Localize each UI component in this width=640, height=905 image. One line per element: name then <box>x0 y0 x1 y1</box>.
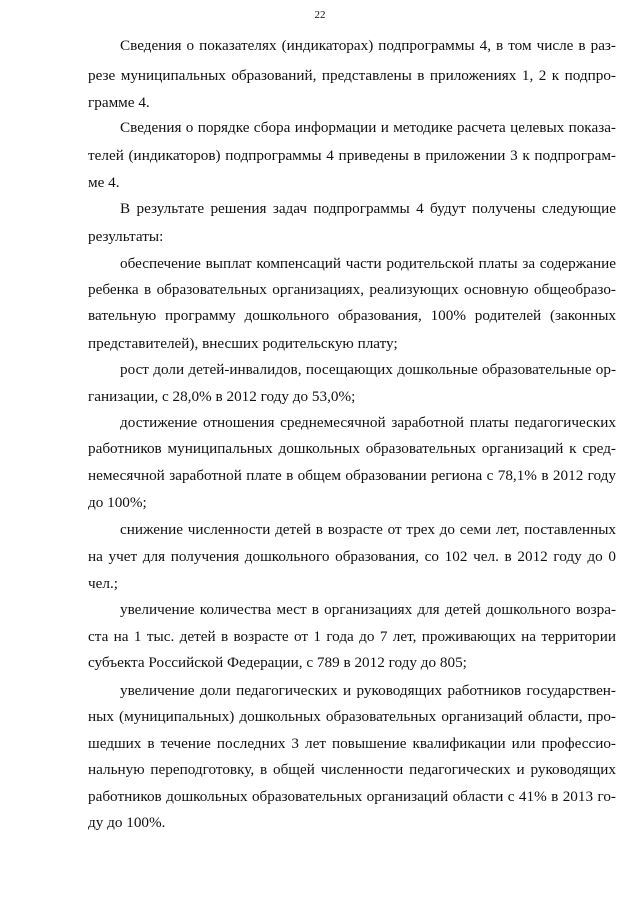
text-line: В результате решения задач подпрограммы 4 будут получены следующие <box>120 200 616 217</box>
text-line: Сведения о показателях (индикаторах) подпрограммы 4, в том числе в раз- <box>120 37 616 54</box>
text-line: ных (муниципальных) дошкольных образовательных организаций области, про- <box>88 708 616 725</box>
text-line: ганизации, с 28,0% в 2012 году до 53,0%; <box>88 388 356 405</box>
page-number: 22 <box>314 9 326 21</box>
text-line: работников дошкольных образовательных организаций области с 41% в 2013 го- <box>88 788 616 805</box>
text-line: представителей), внесших родительскую плату; <box>88 335 398 352</box>
text-line: немесячной заработной плате в общем образовании региона с 78,1% в 2012 году <box>88 467 616 484</box>
text-line: результаты: <box>88 228 164 245</box>
text-line: телей (индикаторов) подпрограммы 4 приведены в приложении 3 к подпрограм- <box>88 147 616 164</box>
text-line: ме 4. <box>88 174 120 191</box>
text-line: резе муниципальных образований, представлены в приложениях 1, 2 к подпро- <box>88 67 616 84</box>
text-line: грамме 4. <box>88 94 150 111</box>
text-line: вательную программу дошкольного образования, 100% родителей (законных <box>88 307 616 324</box>
text-line: ребенка в образовательных организациях, реализующих основную общеобразо- <box>88 281 616 298</box>
text-line: рост доли детей-инвалидов, посещающих дошкольные образовательные ор- <box>120 361 616 378</box>
text-line: на учет для получения дошкольного образования, со 102 чел. в 2012 году до 0 <box>88 548 616 565</box>
text-line: чел.; <box>88 575 118 592</box>
text-line: достижение отношения среднемесячной заработной платы педагогических <box>120 414 616 431</box>
text-line: субъекта Российской Федерации, с 789 в 2012 году до 805; <box>88 654 467 671</box>
text-line: увеличение доли педагогических и руководящих работников государствен- <box>120 682 616 699</box>
text-line: обеспечение выплат компенсаций части родительской платы за содержание <box>120 255 616 272</box>
text-line: ста на 1 тыс. детей в возрасте от 1 года до 7 лет, проживающих на территории <box>88 628 616 645</box>
text-line: увеличение количества мест в организациях для детей дошкольного возра- <box>120 601 616 618</box>
text-line: работников муниципальных дошкольных образовательных организаций к сред- <box>88 440 616 457</box>
text-line: снижение численности детей в возрасте от трех до семи лет, поставленных <box>120 521 616 538</box>
text-line: Сведения о порядке сбора информации и методике расчета целевых показа- <box>120 119 616 136</box>
text-line: шедших в течение последних 3 лет повышение квалификации или профессио- <box>88 735 616 752</box>
text-line: нальную переподготовку, в общей численности педагогических и руководящих <box>88 761 616 778</box>
text-line: до 100%; <box>88 494 147 511</box>
text-line: ду до 100%. <box>88 814 166 831</box>
